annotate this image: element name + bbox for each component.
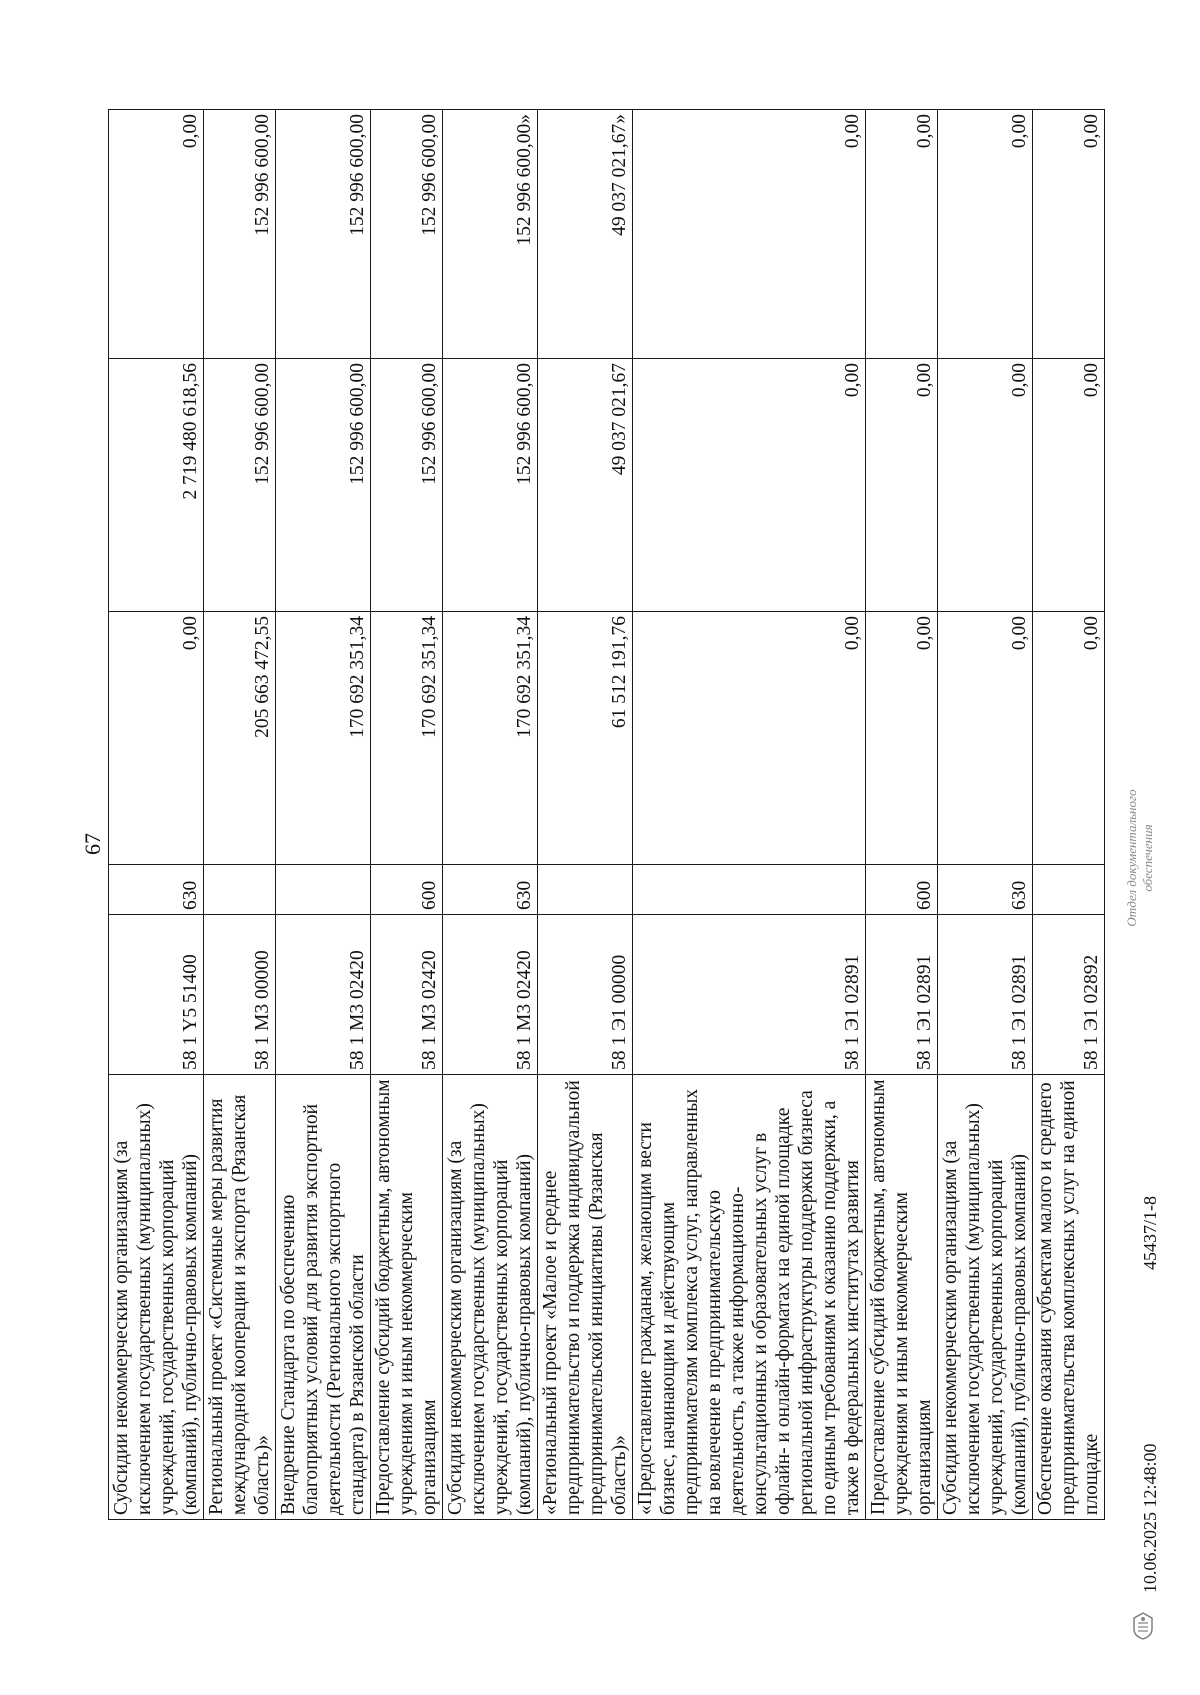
table-row (371, 110, 443, 1520)
row-sum-1: 0,00 (938, 612, 1033, 865)
row-name: Внедрение Стандарта по обеспечению благоприятных условий для развития экспортной деятельности (Регионального экспортного стандарта) в Рязанской области (276, 1075, 371, 1520)
row-sum-2: 0,00 (866, 359, 938, 612)
row-csr-code: 58 1 M3 02420 (371, 915, 443, 1075)
row-csr-code: 58 1 Y5 51400 (109, 915, 204, 1075)
row-name: Региональный проект «Системные меры развития международной кооперации и экспорта (Рязанская область)» (204, 1075, 276, 1520)
row-csr-code: 58 1 Э1 00000 (538, 915, 633, 1075)
row-name: Обеспечение оказания субъектам малого и среднего предпринимательства комплексных услуг на единой площадке (1033, 1075, 1105, 1520)
row-sum-3: 152 996 600,00 (371, 110, 443, 359)
row-name: Предоставление субсидий бюджетным, автономным учреждениям и иным некоммерческим организациям (371, 1075, 443, 1520)
row-sum-3: 49 037 021,67» (538, 110, 633, 359)
department-stamp (1124, 763, 1157, 953)
row-sum-3: 0,00 (109, 110, 204, 359)
footer-doc-number: 45437/1-8 (1140, 1196, 1160, 1270)
row-sum-2: 0,00 (633, 359, 866, 612)
row-sum-1: 170 692 351,34 (371, 612, 443, 865)
row-csr-code: 58 1 Э1 02891 (633, 915, 866, 1075)
row-vr-code (204, 865, 276, 915)
row-vr-code (538, 865, 633, 915)
row-sum-1: 170 692 351,34 (443, 612, 538, 865)
row-sum-2: 152 996 600,00 (276, 359, 371, 612)
row-sum-1: 205 663 472,55 (204, 612, 276, 865)
row-vr-code (1033, 865, 1105, 915)
table-row (1033, 110, 1105, 1520)
row-sum-2: 0,00 (1033, 359, 1105, 612)
row-sum-3: 152 996 600,00» (443, 110, 538, 359)
budget-table (108, 109, 1105, 1520)
row-sum-3: 152 996 600,00 (204, 110, 276, 359)
row-csr-code: 58 1 M3 02420 (276, 915, 371, 1075)
row-name: Субсидии некоммерческим организациям (за исключением государственных (муниципальных) учреждений, государственных корпораций (компаний), публично-правовых компаний) (443, 1075, 538, 1520)
table-row (938, 110, 1033, 1520)
row-sum-2: 152 996 600,00 (443, 359, 538, 612)
row-csr-code: 58 1 M3 02420 (443, 915, 538, 1075)
row-sum-1: 61 512 191,76 (538, 612, 633, 865)
row-sum-3: 0,00 (633, 110, 866, 359)
table-row (443, 110, 538, 1520)
row-sum-3: 0,00 (866, 110, 938, 359)
table-row (538, 110, 633, 1520)
row-name: «Предоставление гражданам, желающим вести бизнес, начинающим и действующим предпринимателям комплекса услуг, направленных на вовлечение в предпринимательскую деятельность, а также информационно-консультационных и образовательных услуг в офлайн- и онлайн-форматах на единой площадке региональной инфраструктуры поддержки бизнеса по единым требованиям к оказанию поддержки, а также в федеральных институтах развития (633, 1075, 866, 1520)
table-row (204, 110, 276, 1520)
row-sum-2: 2 719 480 618,56 (109, 359, 204, 612)
row-sum-1: 0,00 (633, 612, 866, 865)
page-number: 67 (80, 833, 105, 855)
row-vr-code (633, 865, 866, 915)
table-row (276, 110, 371, 1520)
row-csr-code: 58 1 Э1 02891 (866, 915, 938, 1075)
row-name: «Региональный проект «Малое и среднее предпринимательство и поддержка индивидуальной предпринимательской инициативы (Рязанская область)» (538, 1075, 633, 1520)
row-sum-3: 0,00 (1033, 110, 1105, 359)
row-sum-1: 0,00 (866, 612, 938, 865)
emblem-icon (1130, 1611, 1156, 1641)
table-body (109, 110, 1105, 1520)
row-vr-code (276, 865, 371, 915)
row-vr-code: 630 (443, 865, 538, 915)
row-sum-2: 0,00 (938, 359, 1033, 612)
table-row (633, 110, 866, 1520)
row-name: Субсидии некоммерческим организациям (за исключением государственных (муниципальных) учреждений, государственных корпораций (компаний), публично-правовых компаний) (109, 1075, 204, 1520)
row-sum-3: 0,00 (938, 110, 1033, 359)
table-row (109, 110, 204, 1520)
row-vr-code: 630 (938, 865, 1033, 915)
stamp-line-2: обеспечения (1140, 824, 1156, 892)
row-sum-1: 0,00 (1033, 612, 1105, 865)
row-vr-code: 600 (371, 865, 443, 915)
row-csr-code: 58 1 Э1 02892 (1033, 915, 1105, 1075)
table-row (866, 110, 938, 1520)
stamp-line-1: Отдел документального (1124, 789, 1139, 927)
row-sum-1: 0,00 (109, 612, 204, 865)
row-name: Субсидии некоммерческим организациям (за исключением государственных (муниципальных) учреждений, государственных корпораций (компаний), публично-правовых компаний) (938, 1075, 1033, 1520)
row-csr-code: 58 1 M3 00000 (204, 915, 276, 1075)
row-sum-3: 152 996 600,00 (276, 110, 371, 359)
row-sum-2: 152 996 600,00 (204, 359, 276, 612)
row-sum-2: 152 996 600,00 (371, 359, 443, 612)
row-sum-1: 170 692 351,34 (276, 612, 371, 865)
row-sum-2: 49 037 021,67 (538, 359, 633, 612)
row-name: Предоставление субсидий бюджетным, автономным учреждениям и иным некоммерческим организациям (866, 1075, 938, 1520)
row-vr-code: 630 (109, 865, 204, 915)
footer-date: 10.06.2025 12:48:00 (1140, 1443, 1160, 1593)
row-vr-code: 600 (866, 865, 938, 915)
row-csr-code: 58 1 Э1 02891 (938, 915, 1033, 1075)
